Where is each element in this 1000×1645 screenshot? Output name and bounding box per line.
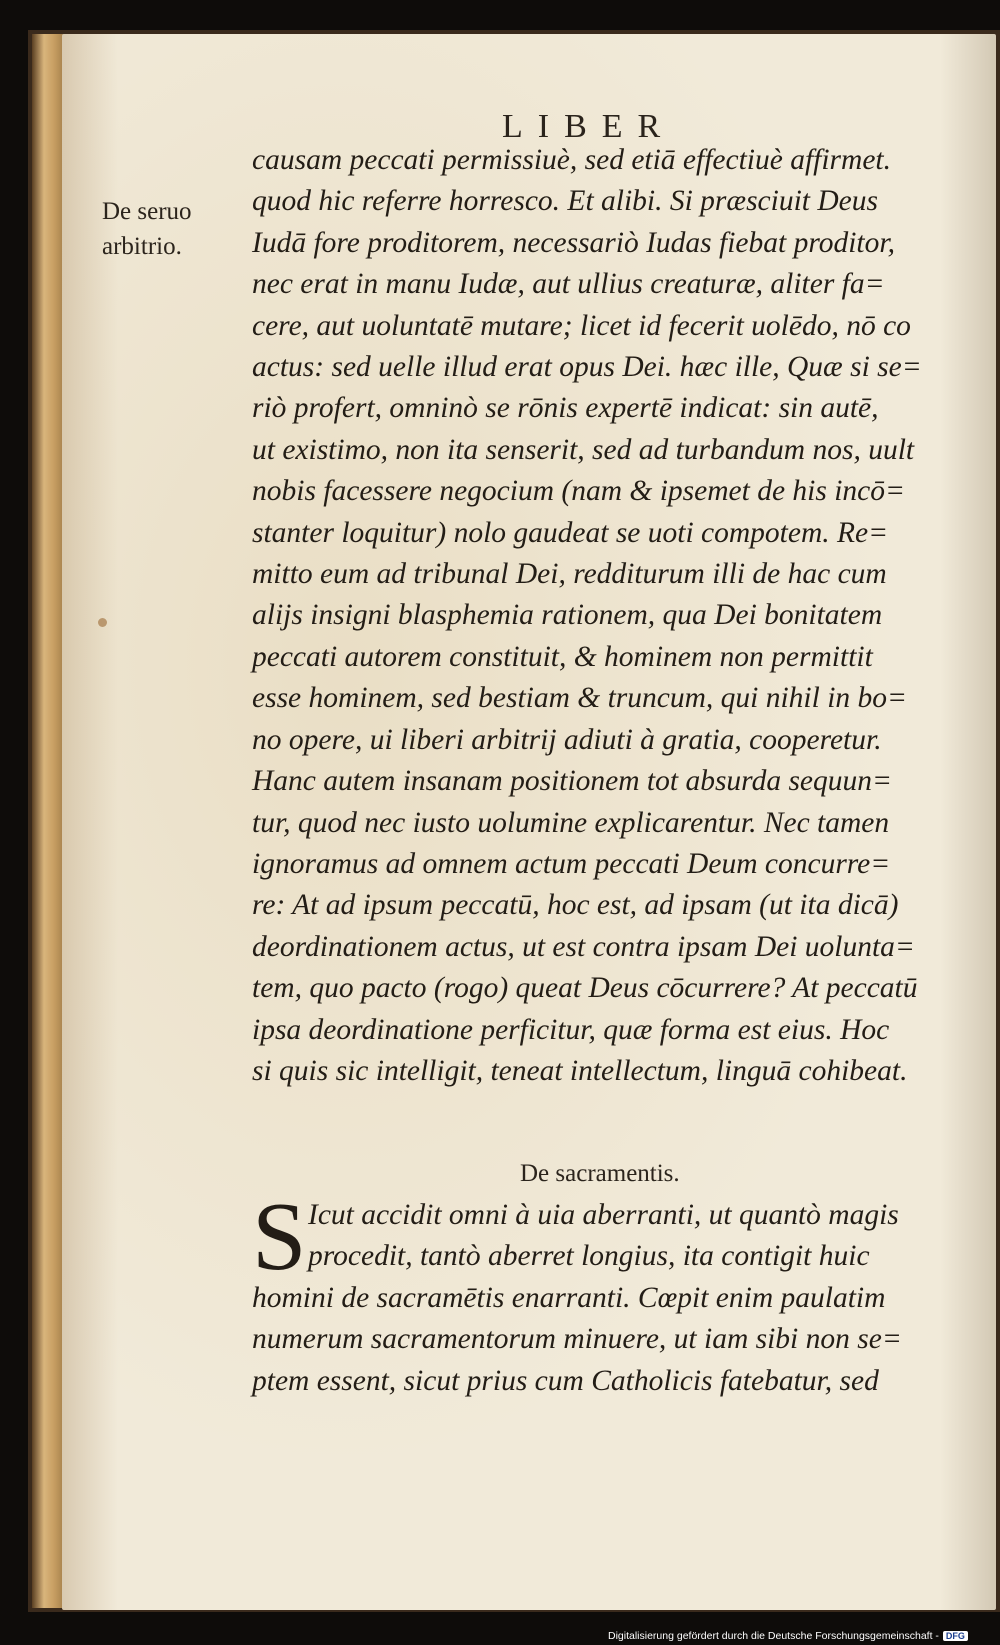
section-line: ptem essent, sicut prius cum Catholicis fatebatur, sed — [252, 1364, 879, 1397]
body-line: causam peccati permissiuè, sed etiā effectiuè affirmet. — [252, 144, 892, 176]
section-line: numerum sacramentorum minuere, ut iam sibi non se= — [252, 1323, 902, 1356]
credit-text: Digitalisierung gefördert durch die Deutsche Forschungsgemeinschaft - — [608, 1630, 939, 1642]
body-line: esse hominem, sed bestiam & truncum, qui nihil in bo= — [252, 682, 907, 715]
body-line: quod hic referre horresco. Et alibi. Si præsciuit Deus — [252, 185, 878, 218]
body-line: no opere, ui liberi arbitrij adiuti à gratia, cooperetur. — [252, 723, 882, 756]
dfg-logo: DFG — [943, 1631, 968, 1641]
body-line: tem, quo pacto (rogo) queat Deus cōcurrere? At peccatū — [252, 972, 918, 1005]
body-line: ipsa deordinatione perficitur, quæ forma est eius. Hoc — [252, 1013, 890, 1046]
section-line: procedit, tantò aberret longius, ita contigit huic — [308, 1240, 870, 1273]
body-line: nobis facessere negocium (nam & ipsemet de his incō= — [252, 475, 905, 508]
running-head: LIBER — [502, 108, 676, 145]
section-text — [252, 1183, 952, 1402]
body-line: actus: sed uelle illud erat opus Dei. hæc ille, Quæ si se= — [252, 351, 922, 384]
body-line: cere, aut uoluntatē mutare; licet id fecerit uolēdo, nō co — [252, 309, 911, 342]
body-line: tur, quod nec iusto uolumine explicarentur. Nec tamen — [252, 806, 890, 839]
body-line: ut existimo, non ita senserit, sed ad turbandum nos, uult — [252, 433, 915, 466]
marginal-note-line: arbitrio. — [102, 233, 182, 260]
body-line: riò profert, omninò se rōnis expertē indicat: sin autē, — [252, 392, 879, 425]
body-line: mitto eum ad tribunal Dei, redditurum illi de hac cum — [252, 558, 887, 591]
body-line: re: At ad ipsum peccatū, hoc est, ad ipsam (ut ita dicā) — [252, 889, 899, 922]
body-line: nec erat in manu Iudæ, aut ullius creaturæ, aliter fa= — [252, 268, 885, 301]
body-line: ignoramus ad omnem actum peccati Deum concurre= — [252, 847, 891, 880]
body-line: Hanc autem insanam positionem tot absurda sequun= — [252, 765, 892, 798]
marginal-note — [102, 194, 236, 264]
marginal-note-line: De seruo — [102, 198, 192, 225]
section-line: Icut accidit omni à uia aberranti, ut quantò magis — [308, 1199, 899, 1231]
section-heading: De sacramentis. — [520, 1160, 680, 1187]
body-line: deordinationem actus, ut est contra ipsam Dei uolunta= — [252, 930, 915, 963]
page-stain — [98, 618, 107, 627]
body-text — [252, 140, 952, 1092]
body-line: alijs insigni blasphemia rationem, qua Dei bonitatem — [252, 599, 883, 632]
body-line: Iudā fore proditorem, necessariò Iudas fiebat proditor, — [252, 226, 895, 259]
body-line: peccati autorem constituit, & hominem non permittit — [252, 640, 873, 673]
section-line: homini de sacramētis enarranti. Cœpit enim paulatim — [252, 1281, 886, 1314]
body-line: si quis sic intelligit, teneat intellectum, linguā cohibeat. — [252, 1054, 908, 1087]
body-line: stanter loquitur) nolo gaudeat se uoti compotem. Re= — [252, 516, 889, 549]
drop-cap: S — [252, 1183, 307, 1291]
digitization-credit — [608, 1630, 968, 1642]
